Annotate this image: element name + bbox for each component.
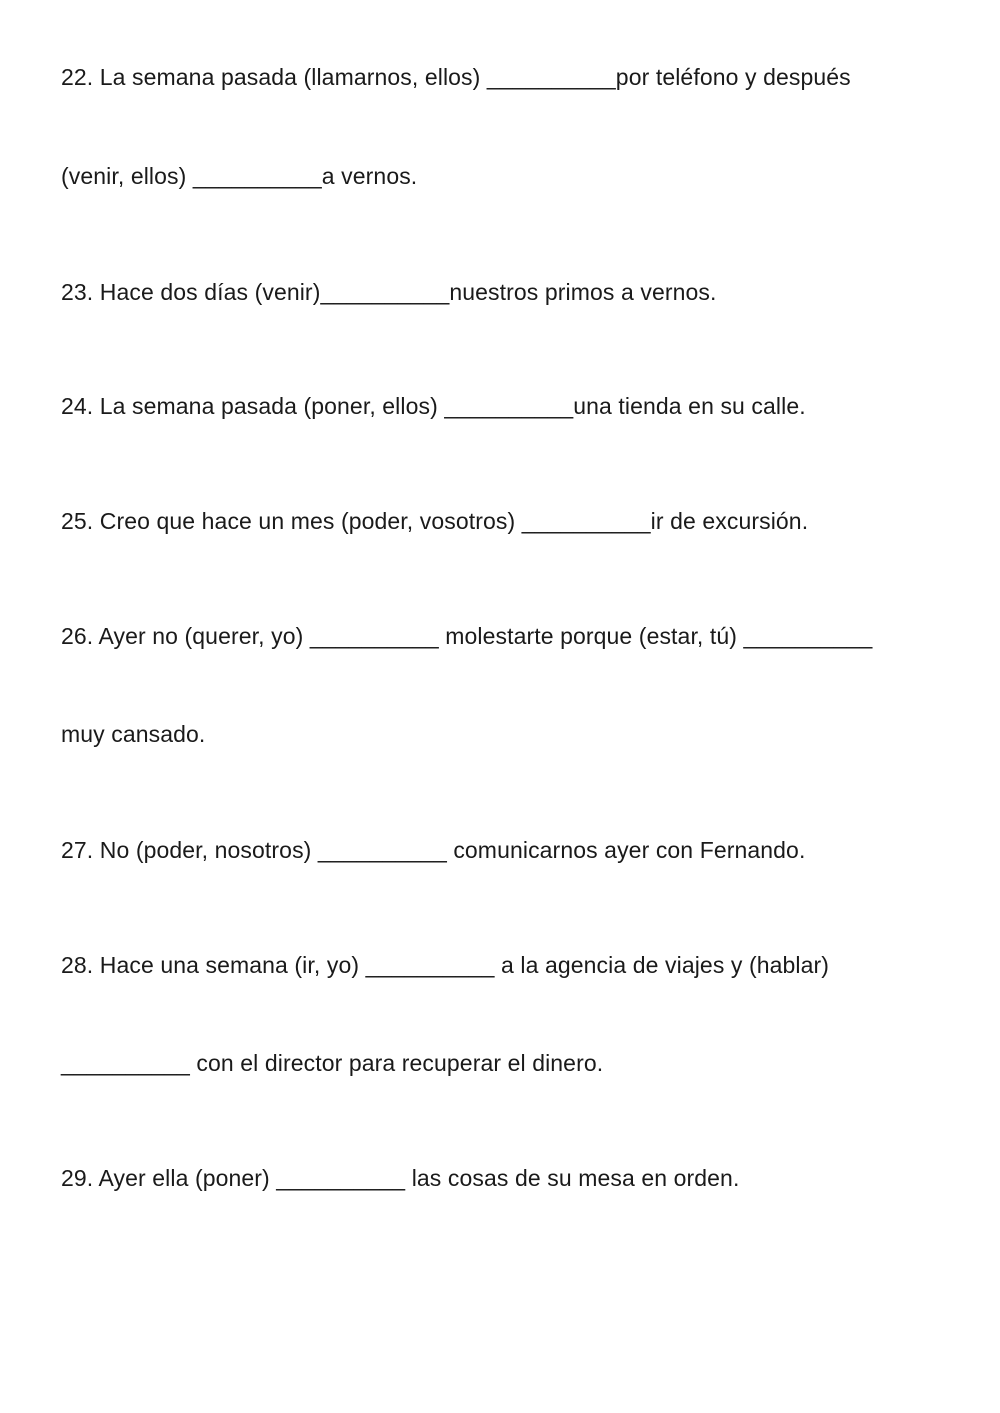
exercise-27: 27. No (poder, nosotros) __________ comunicarnos ayer con Fernando.: [61, 837, 806, 863]
exercise-29: 29. Ayer ella (poner) __________ las cosas de su mesa en orden.: [61, 1165, 740, 1191]
exercise-24: 24. La semana pasada (poner, ellos) __________una tienda en su calle.: [61, 393, 806, 419]
exercise-23: 23. Hace dos días (venir)__________nuestros primos a vernos.: [61, 279, 717, 305]
exercise-26-line-2: muy cansado.: [61, 721, 206, 747]
exercise-22-line-2: (venir, ellos) __________a vernos.: [61, 163, 418, 189]
exercise-26-line-1: 26. Ayer no (querer, yo) __________ molestarte porque (estar, tú) __________: [61, 623, 873, 649]
exercise-22-line-1: 22. La semana pasada (llamarnos, ellos) __________por teléfono y después: [61, 64, 851, 90]
exercise-28-line-2: __________ con el director para recuperar el dinero.: [61, 1050, 604, 1076]
exercise-25: 25. Creo que hace un mes (poder, vosotros) __________ir de excursión.: [61, 508, 809, 534]
exercise-28-line-1: 28. Hace una semana (ir, yo) __________ a la agencia de viajes y (hablar): [61, 952, 830, 978]
